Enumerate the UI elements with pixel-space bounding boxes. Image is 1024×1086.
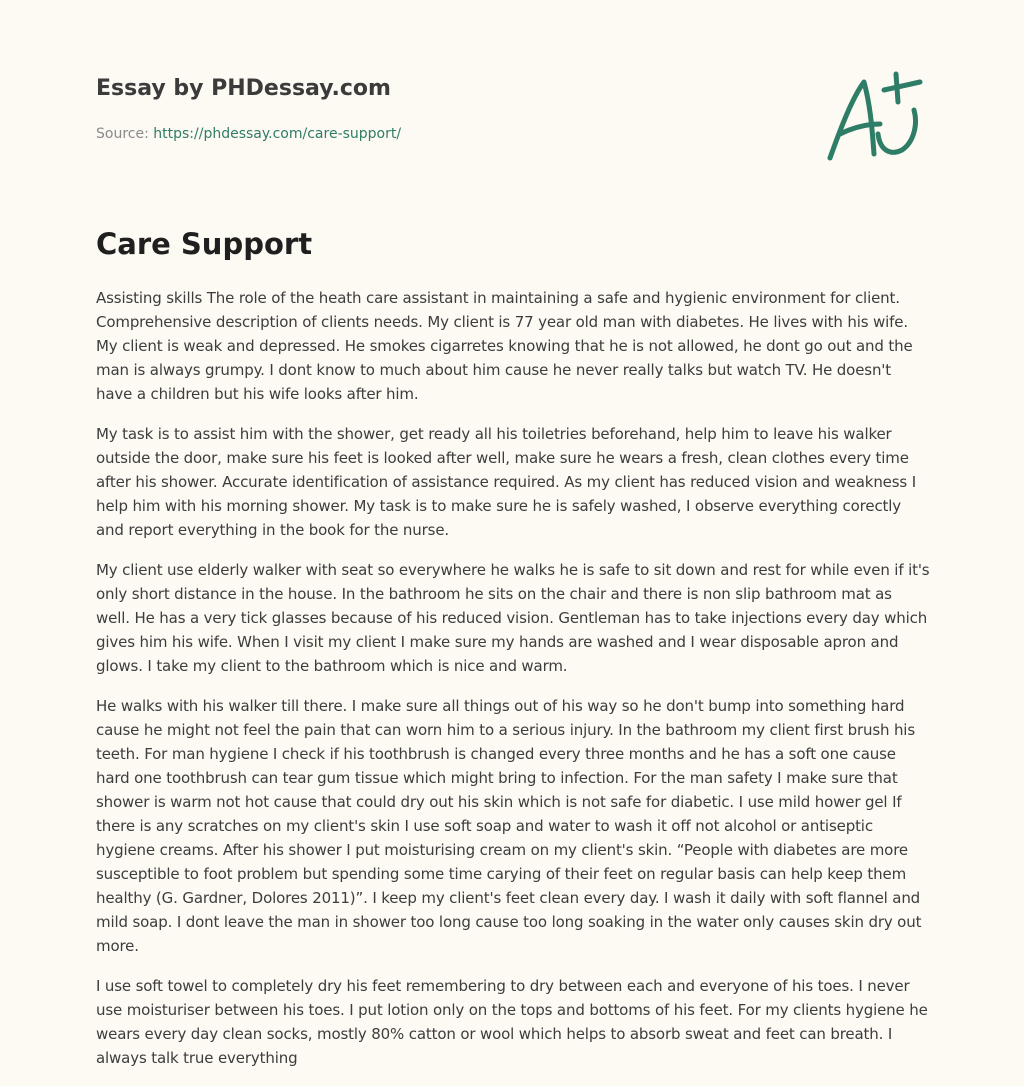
source-link[interactable]: https://phdessay.com/care-support/ <box>153 126 402 142</box>
essay-paragraph: My client use elderly walker with seat so everywhere he walks he is safe to sit down and rest for while even if it's only short distance in the house. In the bathroom he sits on the chair and there is non slip bathroom mat as well. He has a very tick glasses because of his reduced vision. Gentleman has to take injections every day which gives him his wife. When I visit my client I make sure my hands are washed and I wear disposable apron and glows. I take my client to the bathroom which is nice and warm. <box>96 561 930 675</box>
site-header <box>96 74 796 144</box>
a-plus-grade-icon <box>818 64 930 168</box>
essay-paragraph: I use soft towel to completely dry his feet remembering to dry between each and everyone of his toes. I never use moisturiser between his toes. I put lotion only on the tops and bottoms of his feet. For my clients hygiene he wears every day clean socks, mostly 80% catton or wool which helps to absorb sweat and feet can breath. I always talk true everything <box>96 977 928 1067</box>
essay-paragraph: He walks with his walker till there. I make sure all things out of his way so he don't bump into something hard cause he might not feel the pain that can worn him to a serious injury. In the bathroom my client first brush his teeth. For man hygiene I check if his toothbrush is changed every three months and he has a soft one cause hard one toothbrush can tear gum tissue which might bring to infection. For the man safety I make sure that shower is warm not hot cause that could dry out his skin which is not safe for diabetic. I use mild hower gel If there is any scratches on my client's skin I use soft soap and water to wash it off not alcohol or antiseptic hygiene creams. After his shower I put moisturising cream on my client's skin. “People with diabetes are more susceptible to foot problem but spending some time carying of their feet on regular basis can help keep them healthy (G. Gardner, Dolores 2011)”. I keep my client's feet clean every day. I wash it daily with soft flannel and mild soap. I dont leave the man in shower too long cause too long soaking in the water only causes skin dry out more. <box>96 697 922 955</box>
essay-body <box>96 286 930 1086</box>
essay-title: Care Support <box>96 227 313 261</box>
source-label: Source: <box>96 126 149 142</box>
source-line <box>96 124 796 144</box>
brand-title: Essay by PHDessay.com <box>96 76 391 101</box>
essay-paragraph: Assisting skills The role of the heath care assistant in maintaining a safe and hygienic environment for client. Comprehensive description of clients needs. My client is 77 year old man with diabetes. He lives with his wife. My client is weak and depressed. He smokes cigarretes knowing that he is not allowed, he dont go out and the man is always grumpy. I dont know to much about him cause he never really talks but watch TV. He doesn't have a children but his wife looks after him. <box>96 289 913 403</box>
essay-paragraph: My task is to assist him with the shower, get ready all his toiletries beforehand, help him to leave his walker outside the door, make sure his feet is looked after well, make sure he wears a fresh, clean clothes every time after his shower. Accurate identification of assistance required. As my client has reduced vision and weakness I help him with his morning shower. My task is to make sure he is safely washed, I observe everything corectly and report everything in the book for the nurse. <box>96 425 916 539</box>
